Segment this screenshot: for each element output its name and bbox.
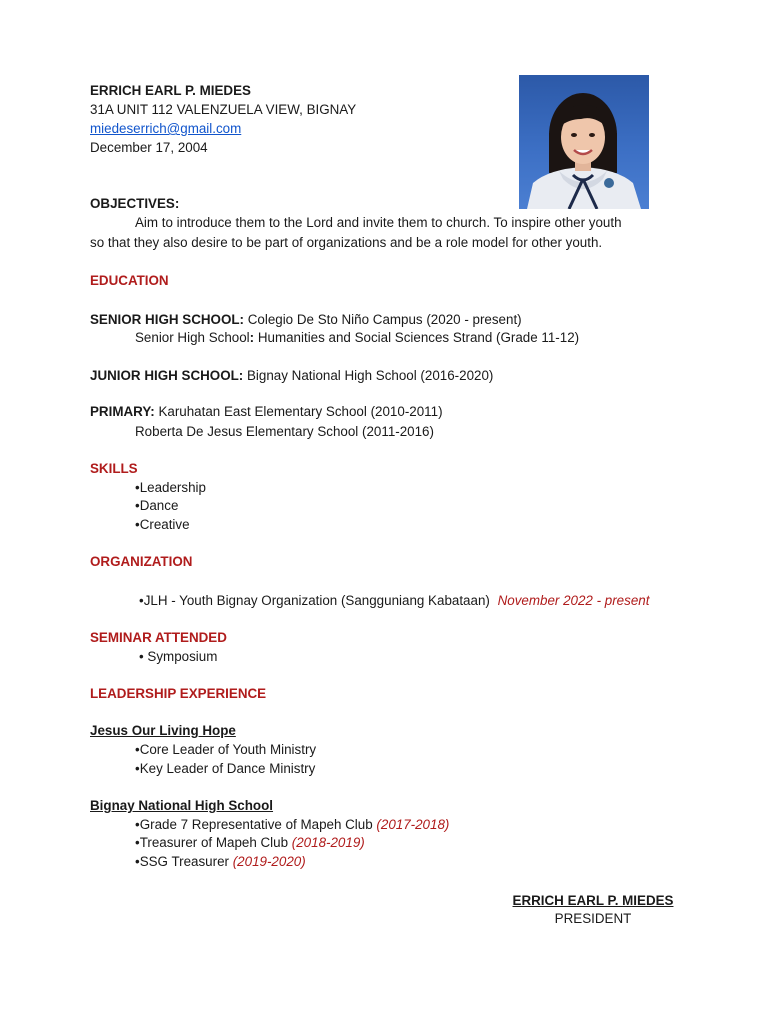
seminar-item: • Symposium [139,649,218,664]
leadership-heading: LEADERSHIP EXPERIENCE [90,686,267,701]
portrait-illustration [519,75,649,209]
leadership-item [135,816,449,834]
leadership-item: •Core Leader of Youth Ministry [135,742,317,757]
leadership-group-2-title: Bignay National High School [90,798,274,813]
organization-item [139,592,649,610]
junior-high-value: Bignay National High School (2016-2020) [243,368,494,383]
organization-item-text: •JLH - Youth Bignay Organization (Sangguniang Kabataan) [139,593,490,608]
primary-entry [90,403,443,421]
birthdate: December 17, 2004 [90,140,208,155]
leadership-item-date: (2018-2019) [291,835,365,850]
leadership-item-date: (2019-2020) [232,854,306,869]
primary-value-2: Roberta De Jesus Elementary School (2011-2016) [135,424,434,439]
leadership-group-1-title: Jesus Our Living Hope [90,723,236,738]
skill-item: •Dance [135,498,179,513]
skills-heading: SKILLS [90,461,138,476]
signature-name: ERRICH EARL P. MIEDES [512,893,674,908]
profile-photo [519,75,649,209]
education-heading: EDUCATION [90,273,169,288]
primary-value: Karuhatan East Elementary School (2010-2011) [154,404,443,419]
email-line [90,120,241,138]
email-link[interactable]: miedeserrich@gmail.com [90,121,242,136]
junior-high-label: JUNIOR HIGH SCHOOL: [90,368,244,383]
senior-strand-label: Senior High School [135,330,250,345]
senior-high-value: Colegio De Sto Niño Campus (2020 - present) [244,312,522,327]
address: 31A UNIT 112 VALENZUELA VIEW, BIGNAY [90,102,357,117]
leadership-item [135,834,365,852]
organization-item-date: November 2022 - present [497,593,650,608]
organization-heading: ORGANIZATION [90,554,193,569]
senior-strand-colon: : [249,330,255,345]
leadership-item: •Key Leader of Dance Ministry [135,761,316,776]
skill-item: •Creative [135,517,190,532]
primary-label: PRIMARY: [90,404,155,419]
signature-title: PRESIDENT [554,911,632,926]
leadership-item-text: •SSG Treasurer [135,854,233,869]
objectives-line-2: so that they also desire to be part of organizations and be a role model for other youth. [90,235,603,250]
leadership-item-text: •Treasurer of Mapeh Club [135,835,292,850]
seminar-heading: SEMINAR ATTENDED [90,630,227,645]
objectives-heading: OBJECTIVES: [90,196,180,211]
applicant-name: ERRICH EARL P. MIEDES [90,83,251,98]
senior-high-label: SENIOR HIGH SCHOOL: [90,312,244,327]
senior-high-entry [90,311,522,329]
senior-strand-entry [135,329,579,347]
leadership-item-text: •Grade 7 Representative of Mapeh Club [135,817,377,832]
leadership-item-date: (2017-2018) [376,817,450,832]
objectives-line-1: Aim to introduce them to the Lord and invite them to church. To inspire other youth [135,215,622,230]
junior-high-entry [90,367,493,385]
skill-item: •Leadership [135,480,206,495]
leadership-item [135,853,306,871]
senior-strand-value: Humanities and Social Sciences Strand (Grade 11-12) [254,330,580,345]
